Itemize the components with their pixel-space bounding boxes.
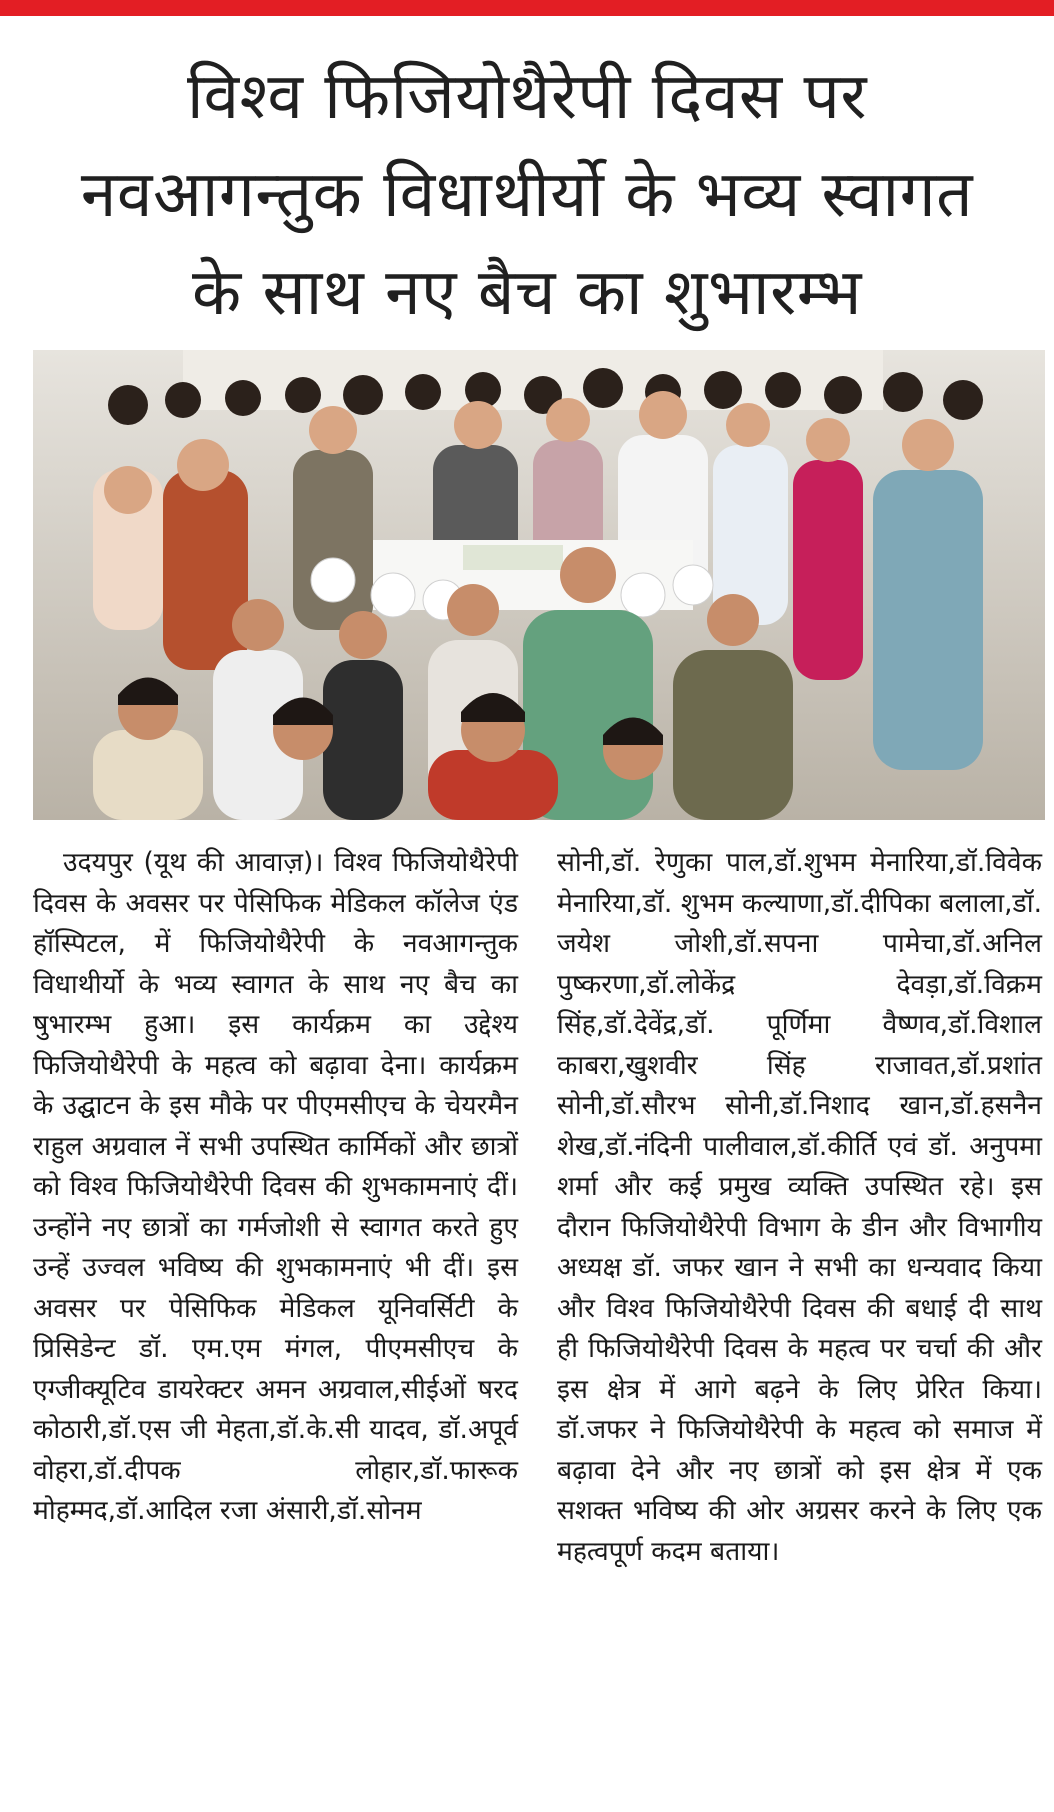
- headline-line-3: के साथ नए बैच का शुभारम्भ: [192, 256, 862, 330]
- group-photo-icon: [33, 350, 1045, 820]
- article-column-1-text: उदयपुर (यूथ की आवाज़)। विश्व फिजियोथैरेपी दिवस के अवसर पर पेसिफिक मेडिकल कॉलेज एंड हॉस्पिटल, में फिजियोथैरेपी के नवआगन्तुक विधाथीर्यो के भव्य स्वागत के साथ नए बैच का षुभारम्भ हुआ। इस कार्यक्रम का उद्देश्य फिजियोथैरेपी के महत्व को बढ़ावा देना। कार्यक्रम के उद्घाटन के इस मौके पर पीएमसीएच के चेयरमैन राहुल अग्रवाल नें सभी उपस्थित कार्मिकों और छात्रों को विश्व फिजियोथैरेपी दिवस की शुभकामनाएं दीं। उन्होंने नए छात्रों का गर्मजोशी से स्वागत करते हुए उन्हें उज्वल भविष्य की शुभकामनाएं भी दीं। इस अवसर पर पेसिफिक मेडिकल यूनिवर्सिटी के प्रिसिडेन्ट डॉ. एम.एम मंगल, पीएमसीएच के एग्जीक्यूटिव डायरेक्टर अमन अग्रवाल,सीईओं षरद कोठारी,डॉ.एस जी मेहता,डॉ.के.सी यादव, डॉ.अपूर्व वोहरा,डॉ.दीपक लोहार,डॉ.फारूक मोहम्मद,डॉ.आदिल रजा अंसारी,डॉ.सोनम: [33, 847, 518, 1526]
- article-column-2: [557, 843, 1042, 1572]
- headline-line-2: नवआगन्तुक विधाथीर्यो के भव्य स्वागत: [80, 158, 974, 232]
- headline-line-1: विश्व फिजियोथैरेपी दिवस पर: [186, 60, 868, 134]
- group-photo: [33, 350, 1045, 820]
- article-column-1: [33, 843, 518, 1532]
- top-red-rule: [0, 0, 1054, 16]
- headline: [20, 48, 1034, 342]
- article-column-2-text: सोनी,डॉ. रेणुका पाल,डॉ.शुभम मेनारिया,डॉ.विवेक मेनारिया,डॉ. शुभम कल्याणा,डॉ.दीपिका बलाला,डॉ. जयेश जोशी,डॉ.सपना पामेचा,डॉ.अनिल पुष्करणा,डॉ.लोकेंद्र देवड़ा,डॉ.विक्रम सिंह,डॉ.देवेंद्र,डॉ. पूर्णिमा वैष्णव,डॉ.विशाल काबरा,खुशवीर सिंह राजावत,डॉ.प्रशांत सोनी,डॉ.सौरभ सोनी,डॉ.निशाद खान,डॉ.हसनैन शेख,डॉ.नंदिनी पालीवाल,डॉ.कीर्ति एवं डॉ. अनुपमा शर्मा और कई प्रमुख व्यक्ति उपस्थित रहे। इस दौरान फिजियोथैरेपी विभाग के डीन और विभागीय अध्यक्ष डॉ. जफर खान ने सभी का धन्यवाद किया और विश्व फिजियोथैरेपी दिवस की बधाई दी साथ ही फिजियोथैरेपी दिवस के महत्व पर चर्चा की और इस क्षेत्र में आगे बढ़ने के लिए प्रेरित किया। डॉ.जफर ने फिजियोथैरेपी के महत्व को समाज में बढ़ावा देने और नए छात्रों को इस क्षेत्र में एक सशक्त भविष्य की ओर अग्रसर करने के लिए एक महत्वपूर्ण कदम बताया।: [557, 847, 1042, 1567]
